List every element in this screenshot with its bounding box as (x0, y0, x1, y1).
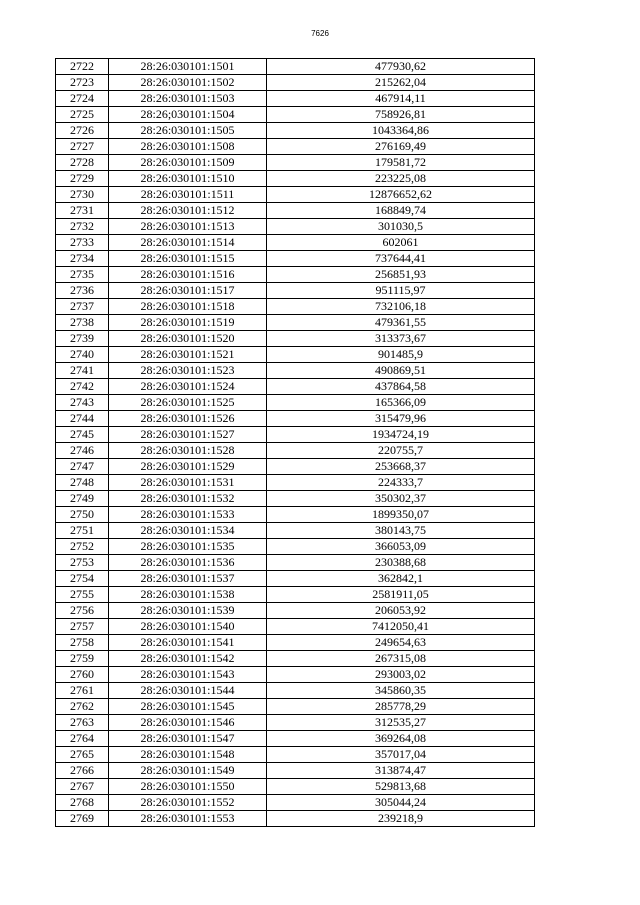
cadastral-value-cell: 313874,47 (267, 763, 535, 779)
row-number-cell: 2754 (56, 571, 109, 587)
cadastral-number-cell: 28:26:030101:1529 (109, 459, 267, 475)
row-number-cell: 2729 (56, 171, 109, 187)
table-row (56, 475, 535, 491)
cadastral-number-cell: 28:26:030101:1541 (109, 635, 267, 651)
row-number-cell: 2767 (56, 779, 109, 795)
row-number-cell: 2742 (56, 379, 109, 395)
table-row (56, 747, 535, 763)
table-row (56, 731, 535, 747)
table-row (56, 427, 535, 443)
cadastral-value-cell: 732106,18 (267, 299, 535, 315)
row-number-cell: 2768 (56, 795, 109, 811)
cadastral-value-cell: 249654,63 (267, 635, 535, 651)
cadastral-value-cell: 313373,67 (267, 331, 535, 347)
cadastral-number-cell: 28:26:030101:1539 (109, 603, 267, 619)
row-number-cell: 2746 (56, 443, 109, 459)
row-number-cell: 2751 (56, 523, 109, 539)
row-number-cell: 2741 (56, 363, 109, 379)
row-number-cell: 2732 (56, 219, 109, 235)
row-number-cell: 2749 (56, 491, 109, 507)
row-number-cell: 2764 (56, 731, 109, 747)
cadastral-value-cell: 951115,97 (267, 283, 535, 299)
cadastral-number-cell: 28:26:030101:1513 (109, 219, 267, 235)
cadastral-number-cell: 28:26:030101:1547 (109, 731, 267, 747)
cadastral-number-cell: 28:26:030101:1544 (109, 683, 267, 699)
cadastral-number-cell: 28:26:030101:1524 (109, 379, 267, 395)
table-row (56, 331, 535, 347)
cadastral-number-cell: 28:26:030101:1532 (109, 491, 267, 507)
row-number-cell: 2730 (56, 187, 109, 203)
cadastral-value-cell: 602061 (267, 235, 535, 251)
row-number-cell: 2728 (56, 155, 109, 171)
cadastral-value-cell: 267315,08 (267, 651, 535, 667)
table-row (56, 395, 535, 411)
table-row (56, 91, 535, 107)
row-number-cell: 2747 (56, 459, 109, 475)
table-row (56, 139, 535, 155)
table-row (56, 683, 535, 699)
table-row (56, 667, 535, 683)
row-number-cell: 2769 (56, 811, 109, 827)
table-row (56, 123, 535, 139)
row-number-cell: 2755 (56, 587, 109, 603)
cadastral-number-cell: 28:26:030101:1501 (109, 59, 267, 75)
cadastral-value-table (55, 58, 535, 827)
cadastral-value-cell: 224333,7 (267, 475, 535, 491)
cadastral-number-cell: 28:26:030101:1516 (109, 267, 267, 283)
cadastral-value-cell: 315479,96 (267, 411, 535, 427)
cadastral-number-cell: 28:26:030101:1531 (109, 475, 267, 491)
table-row (56, 171, 535, 187)
cadastral-value-cell: 312535,27 (267, 715, 535, 731)
row-number-cell: 2731 (56, 203, 109, 219)
cadastral-number-cell: 28:26:030101:1542 (109, 651, 267, 667)
row-number-cell: 2759 (56, 651, 109, 667)
cadastral-value-cell: 345860,35 (267, 683, 535, 699)
table-row (56, 779, 535, 795)
table-row (56, 203, 535, 219)
cadastral-number-cell: 28:26:030101:1550 (109, 779, 267, 795)
cadastral-number-cell: 28:26:030101:1540 (109, 619, 267, 635)
cadastral-number-cell: 28:26:030101:1548 (109, 747, 267, 763)
table-row (56, 491, 535, 507)
cadastral-value-cell: 220755,7 (267, 443, 535, 459)
cadastral-number-cell: 28:26:030101:1526 (109, 411, 267, 427)
row-number-cell: 2726 (56, 123, 109, 139)
row-number-cell: 2737 (56, 299, 109, 315)
row-number-cell: 2760 (56, 667, 109, 683)
cadastral-value-cell: 256851,93 (267, 267, 535, 283)
table-row (56, 75, 535, 91)
row-number-cell: 2757 (56, 619, 109, 635)
cadastral-value-cell: 293003,02 (267, 667, 535, 683)
table-row (56, 555, 535, 571)
table-row (56, 411, 535, 427)
table-row (56, 299, 535, 315)
row-number-cell: 2743 (56, 395, 109, 411)
row-number-cell: 2745 (56, 427, 109, 443)
cadastral-value-cell: 285778,29 (267, 699, 535, 715)
cadastral-value-cell: 305044,24 (267, 795, 535, 811)
cadastral-value-cell: 477930,62 (267, 59, 535, 75)
cadastral-value-cell: 301030,5 (267, 219, 535, 235)
row-number-cell: 2761 (56, 683, 109, 699)
cadastral-value-cell: 206053,92 (267, 603, 535, 619)
table-row (56, 651, 535, 667)
cadastral-value-cell: 2581911,05 (267, 587, 535, 603)
table-row (56, 619, 535, 635)
cadastral-number-cell: 28:26:030101:1505 (109, 123, 267, 139)
cadastral-value-cell: 437864,58 (267, 379, 535, 395)
cadastral-value-cell: 490869,51 (267, 363, 535, 379)
table-row (56, 603, 535, 619)
cadastral-value-cell: 276169,49 (267, 139, 535, 155)
cadastral-number-cell: 28:26:030101:1519 (109, 315, 267, 331)
cadastral-value-cell: 179581,72 (267, 155, 535, 171)
cadastral-value-cell: 479361,55 (267, 315, 535, 331)
row-number-cell: 2722 (56, 59, 109, 75)
table-row (56, 571, 535, 587)
cadastral-value-cell: 223225,08 (267, 171, 535, 187)
table-row (56, 267, 535, 283)
row-number-cell: 2756 (56, 603, 109, 619)
cadastral-number-cell: 28:26:030101:1517 (109, 283, 267, 299)
cadastral-number-cell: 28:26:030101:1535 (109, 539, 267, 555)
cadastral-number-cell: 28:26:030101:1533 (109, 507, 267, 523)
table-row (56, 587, 535, 603)
cadastral-value-cell: 362842,1 (267, 571, 535, 587)
cadastral-number-cell: 28:26:030101:1520 (109, 331, 267, 347)
row-number-cell: 2762 (56, 699, 109, 715)
cadastral-number-cell: 28:26:030101:1538 (109, 587, 267, 603)
row-number-cell: 2753 (56, 555, 109, 571)
row-number-cell: 2758 (56, 635, 109, 651)
cadastral-number-cell: 28:26:030101:1518 (109, 299, 267, 315)
table-row (56, 539, 535, 555)
table-row (56, 699, 535, 715)
table-row (56, 315, 535, 331)
cadastral-value-cell: 1899350,07 (267, 507, 535, 523)
cadastral-value-cell: 7412050,41 (267, 619, 535, 635)
table-row (56, 523, 535, 539)
table-row (56, 459, 535, 475)
table-body (56, 59, 535, 827)
table-row (56, 715, 535, 731)
cadastral-number-cell: 28:26:030101:1552 (109, 795, 267, 811)
table-row (56, 107, 535, 123)
row-number-cell: 2727 (56, 139, 109, 155)
cadastral-number-cell: 28:26:030101:1534 (109, 523, 267, 539)
table-row (56, 347, 535, 363)
cadastral-number-cell: 28:26;030101:1504 (109, 107, 267, 123)
cadastral-number-cell: 28:26:030101:1503 (109, 91, 267, 107)
table-row (56, 379, 535, 395)
cadastral-number-cell: 28:26:030101:1545 (109, 699, 267, 715)
row-number-cell: 2736 (56, 283, 109, 299)
table-row (56, 187, 535, 203)
cadastral-value-cell: 230388,68 (267, 555, 535, 571)
cadastral-value-cell: 1934724,19 (267, 427, 535, 443)
cadastral-value-cell: 253668,37 (267, 459, 535, 475)
table-row (56, 59, 535, 75)
cadastral-value-cell: 901485,9 (267, 347, 535, 363)
cadastral-number-cell: 28:26:030101:1525 (109, 395, 267, 411)
row-number-cell: 2725 (56, 107, 109, 123)
cadastral-number-cell: 28:26:030101:1523 (109, 363, 267, 379)
cadastral-number-cell: 28:26:030101:1527 (109, 427, 267, 443)
table-row (56, 507, 535, 523)
cadastral-value-cell: 165366,09 (267, 395, 535, 411)
cadastral-value-cell: 369264,08 (267, 731, 535, 747)
cadastral-number-cell: 28:26:030101:1543 (109, 667, 267, 683)
row-number-cell: 2740 (56, 347, 109, 363)
cadastral-number-cell: 28:26:030101:1502 (109, 75, 267, 91)
cadastral-value-cell: 350302,37 (267, 491, 535, 507)
cadastral-number-cell: 28:26:030101:1546 (109, 715, 267, 731)
cadastral-value-cell: 758926,81 (267, 107, 535, 123)
cadastral-value-cell: 1043364,86 (267, 123, 535, 139)
table-row (56, 219, 535, 235)
table-row (56, 811, 535, 827)
row-number-cell: 2738 (56, 315, 109, 331)
row-number-cell: 2734 (56, 251, 109, 267)
row-number-cell: 2733 (56, 235, 109, 251)
row-number-cell: 2724 (56, 91, 109, 107)
row-number-cell: 2766 (56, 763, 109, 779)
table-row (56, 235, 535, 251)
cadastral-value-cell: 529813,68 (267, 779, 535, 795)
cadastral-value-cell: 168849,74 (267, 203, 535, 219)
table-row (56, 635, 535, 651)
row-number-cell: 2765 (56, 747, 109, 763)
cadastral-number-cell: 28:26:030101:1514 (109, 235, 267, 251)
cadastral-value-cell: 12876652,62 (267, 187, 535, 203)
table-row (56, 251, 535, 267)
row-number-cell: 2752 (56, 539, 109, 555)
cadastral-number-cell: 28:26:030101:1515 (109, 251, 267, 267)
table-row (56, 443, 535, 459)
table-row (56, 363, 535, 379)
cadastral-number-cell: 28:26:030101:1508 (109, 139, 267, 155)
cadastral-value-cell: 467914,11 (267, 91, 535, 107)
cadastral-number-cell: 28:26:030101:1510 (109, 171, 267, 187)
row-number-cell: 2739 (56, 331, 109, 347)
table-row (56, 155, 535, 171)
cadastral-value-cell: 380143,75 (267, 523, 535, 539)
cadastral-number-cell: 28:26:030101:1512 (109, 203, 267, 219)
cadastral-number-cell: 28:26:030101:1509 (109, 155, 267, 171)
row-number-cell: 2723 (56, 75, 109, 91)
table-row (56, 795, 535, 811)
row-number-cell: 2763 (56, 715, 109, 731)
cadastral-value-cell: 366053,09 (267, 539, 535, 555)
cadastral-number-cell: 28:26:030101:1511 (109, 187, 267, 203)
table-row (56, 763, 535, 779)
cadastral-number-cell: 28:26:030101:1549 (109, 763, 267, 779)
cadastral-value-cell: 215262,04 (267, 75, 535, 91)
row-number-cell: 2750 (56, 507, 109, 523)
cadastral-value-cell: 239218,9 (267, 811, 535, 827)
cadastral-number-cell: 28:26:030101:1537 (109, 571, 267, 587)
page-number: 7626 (311, 29, 329, 38)
cadastral-value-cell: 357017,04 (267, 747, 535, 763)
cadastral-value-cell: 737644,41 (267, 251, 535, 267)
row-number-cell: 2735 (56, 267, 109, 283)
cadastral-number-cell: 28:26:030101:1528 (109, 443, 267, 459)
cadastral-number-cell: 28:26:030101:1536 (109, 555, 267, 571)
row-number-cell: 2744 (56, 411, 109, 427)
cadastral-number-cell: 28:26:030101:1521 (109, 347, 267, 363)
row-number-cell: 2748 (56, 475, 109, 491)
table-row (56, 283, 535, 299)
cadastral-number-cell: 28:26:030101:1553 (109, 811, 267, 827)
